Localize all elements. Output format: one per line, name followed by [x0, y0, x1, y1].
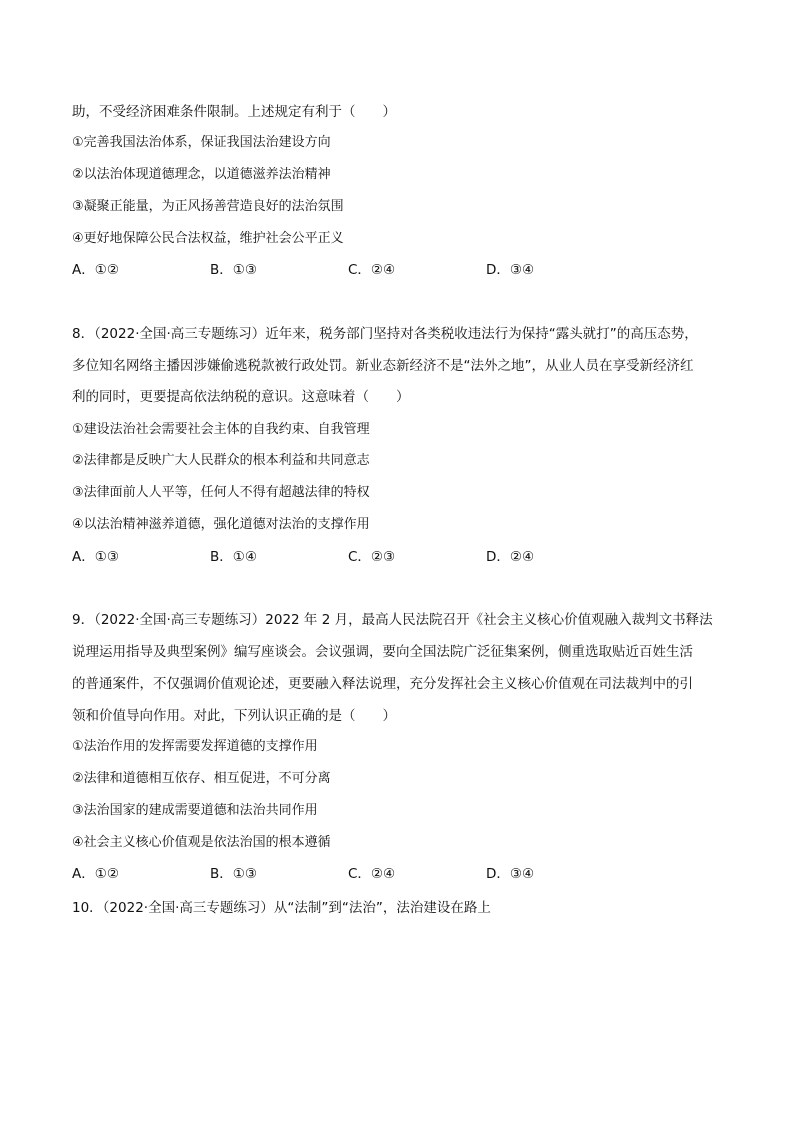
- q8-option-2: ②法律都是反映广大人民群众的根本利益和共同意志: [72, 453, 370, 468]
- q9-choice-a: A．①②: [72, 866, 119, 882]
- q7-choice-c: C．②④: [348, 262, 396, 278]
- q8-choice-c: C．②③: [348, 549, 396, 565]
- q9-choice-d: D．③④: [486, 866, 535, 882]
- q9-option-3: ③法治国家的建成需要道德和法治共同作用: [72, 803, 318, 818]
- q8-stem-line-1: 8．（2022·全国·高三专题练习）近年来，税务部门坚持对各类税收违法行为保持“露头就打”的高压态势，: [72, 326, 698, 342]
- q7-option-1: ①完善我国法治体系，保证我国法治建设方向: [72, 135, 331, 150]
- q8-stem-line-2: 多位知名网络主播因涉嫌偷逃税款被行政处罚。新业态新经济不是“法外之地”，从业人员在享受新经济红: [72, 358, 694, 374]
- q7-option-4: ④更好地保障公民合法权益，维护社会公平正义: [72, 231, 344, 246]
- q8-stem-line-3: 利的同时，更要提高依法纳税的意识。这意味着（ ）: [72, 389, 410, 405]
- q7-choice-d: D．③④: [486, 262, 535, 278]
- q8-option-3: ③法律面前人人平等，任何人不得有超越法律的特权: [72, 485, 370, 500]
- q7-choice-a: A．①②: [72, 262, 119, 278]
- q8-choice-a: A．①③: [72, 549, 119, 565]
- q9-option-1: ①法治作用的发挥需要发挥道德的支撑作用: [72, 739, 318, 754]
- q8-choice-b: B．①④: [210, 549, 257, 565]
- q9-stem-line-1: 9．（2022·全国·高三专题练习）2022 年 2 月，最高人民法院召开《社会主义核心价值观融入裁判文书释法: [72, 612, 713, 628]
- q8-option-4: ④以法治精神滋养道德，强化道德对法治的支撑作用: [72, 517, 370, 532]
- q9-choice-b: B．①③: [210, 866, 257, 882]
- q9-choices: [72, 864, 732, 884]
- q10-stem-line-1: 10．（2022·全国·高三专题练习）从“法制”到“法治”，法治建设在路上: [72, 900, 491, 916]
- q9-option-4: ④社会主义核心价值观是依法治国的根本遵循: [72, 835, 331, 850]
- q7-stem-tail: 助，不受经济困难条件限制。上述规定有利于（ ）: [72, 104, 396, 120]
- q7-option-3: ③凝聚正能量，为正风扬善营造良好的法治氛围: [72, 199, 344, 214]
- q7-option-2: ②以法治体现道德理念，以道德滋养法治精神: [72, 167, 331, 182]
- q9-choice-c: C．②④: [348, 866, 396, 882]
- q8-option-1: ①建设法治社会需要社会主体的自我约束、自我管理: [72, 422, 370, 437]
- q8-choices: [72, 547, 732, 567]
- q9-stem-line-3: 的普通案件，不仅强调价值观论述，更要融入释法说理，充分发挥社会主义核心价值观在司法裁判中的引: [72, 676, 693, 692]
- q9-stem-line-4: 领和价值导向作用。对此，下列认识正确的是（ ）: [72, 708, 396, 724]
- q7-choice-b: B．①③: [210, 262, 257, 278]
- q9-option-2: ②法律和道德相互依存、相互促进，不可分离: [72, 771, 331, 786]
- q9-stem-line-2: 说理运用指导及典型案例》编写座谈会。会议强调，要向全国法院广泛征集案例，侧重选取贴近百姓生活: [72, 644, 693, 660]
- q8-choice-d: D．②④: [486, 549, 535, 565]
- q7-choices: [72, 260, 732, 280]
